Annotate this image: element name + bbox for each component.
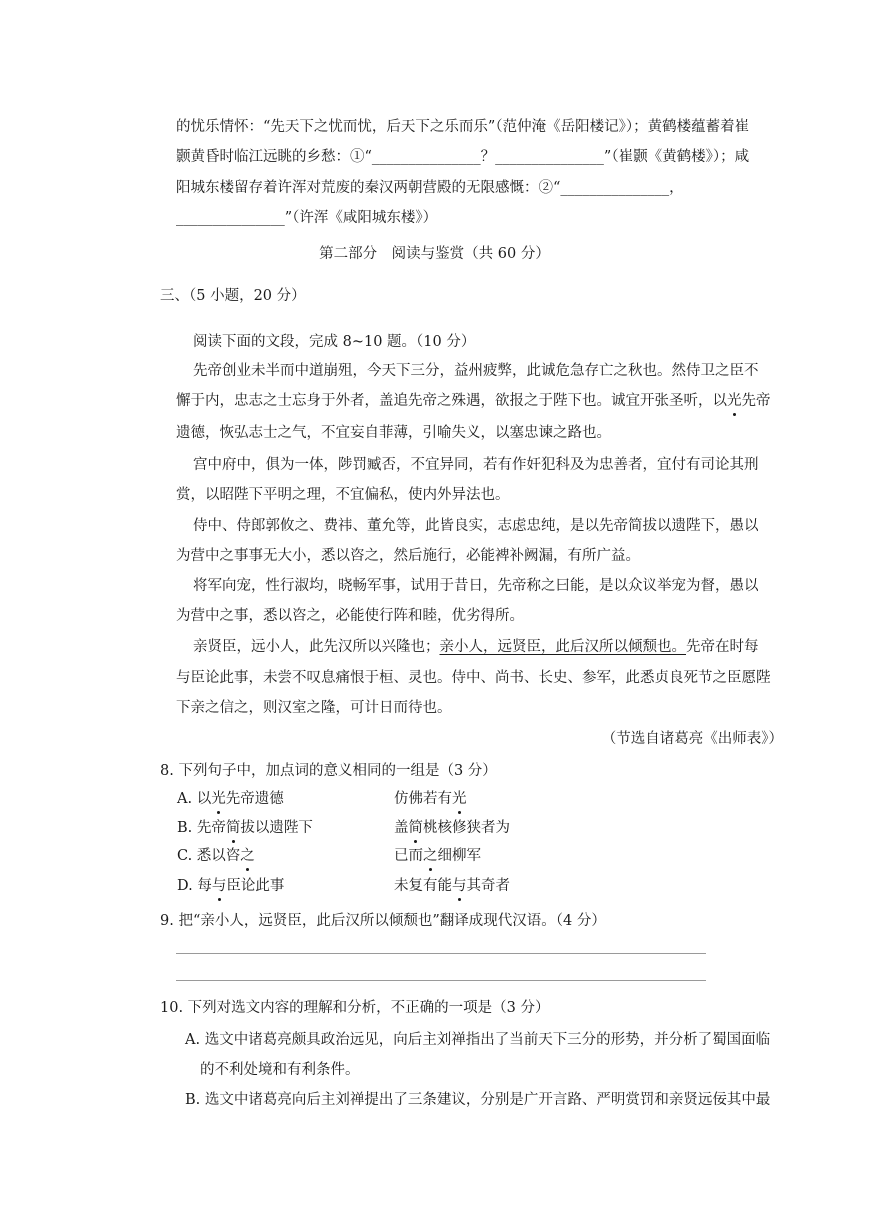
intro-line-1: 的忧乐情怀：“先天下之忧而忧，后天下之乐而乐”（范仲淹《岳阳楼记》）；黄鹤楼蕴蓄着崔 [176, 119, 750, 135]
passage-p5-line-2: 与臣论此事，未尝不叹息痛恨于桓、灵也。侍中、尚书、长史、参军，此悉贞良死节之臣愿陛 [176, 670, 771, 686]
passage-p1-line-1: 先帝创业未半而中道崩殂，今天下三分，益州疲弊，此诚危急存亡之秋也。然侍卫之臣不 [193, 363, 759, 379]
passage-p3-line-1: 侍中、侍郎郭攸之、费祎、董允等，此皆良实，志虑忠纯，是以先帝简拔以遗陛下，愚以 [193, 518, 759, 534]
answer-line-1 [176, 953, 706, 954]
q8-stem: 8. 下列句子中，加点词的意义相同的一组是（3 分） [160, 763, 497, 779]
passage-p3-line-2: 为营中之事事无大小，悉以咨之，然后施行，必能裨补阙漏，有所广益。 [176, 548, 640, 564]
passage-source: （节选自诸葛亮《出师表》） [601, 731, 783, 747]
passage-p2-line-2: 赏，以昭陛下平明之理，不宜偏私，使内外异法也。 [176, 487, 510, 503]
q8-option-d-left: D. 每与臣论此事 [177, 878, 285, 894]
q10-option-b-line-1: B. 选文中诸葛亮向后主刘禅提出了三条建议，分别是广开言路、严明赏罚和亲贤远佞其中最 [185, 1092, 771, 1108]
q9-stem: 9. 把“亲小人，远贤臣，此后汉所以倾颓也”翻译成现代汉语。（4 分） [160, 913, 606, 929]
q8-option-b-left: B. 先帝简拔以遗陛下 [177, 820, 313, 836]
passage-p1-line-2: 懈于内，忠志之士忘身于外者，盖追先帝之殊遇，欲报之于陛下也。诚宜开张圣听，以光先帝 [176, 393, 771, 409]
passage-p4-line-1: 将军向宠，性行淑均，晓畅军事，试用于昔日，先帝称之曰能，是以众议举宠为督，愚以 [193, 578, 759, 594]
passage-p5-line-1: 亲贤臣，远小人，此先汉所以兴隆也；亲小人，远贤臣，此后汉所以倾颓也。先帝在时每 [193, 639, 759, 655]
intro-line-2: 颢黄昏时临江远眺的乡愁：①“_______________？_______________”（崔颢《黄鹤楼》）；咸 [176, 149, 750, 165]
intro-line-4: _______________”（许浑《咸阳城东楼》） [176, 210, 438, 226]
q8-option-a-left: A. 以光先帝遗德 [177, 791, 284, 807]
q8-option-c-left: C. 悉以咨之 [177, 848, 255, 864]
q8-option-b-right: 盖简桃核修狭者为 [394, 820, 510, 836]
reading-instruction: 阅读下面的文段，完成 8~10 题。（10 分） [193, 334, 476, 350]
dotted-word: 光 [727, 393, 742, 409]
q8-option-a-right: 仿佛若有光 [394, 791, 467, 807]
q10-stem: 10. 下列对选文内容的理解和分析，不正确的一项是（3 分） [160, 1000, 550, 1016]
passage-p2-line-1: 宫中府中，俱为一体，陟罚臧否，不宜异同，若有作奸犯科及为忠善者，宜付有司论其刑 [193, 457, 759, 473]
underlined-sentence: 亲小人，远贤臣，此后汉所以倾颓也。 [439, 639, 686, 655]
q8-option-c-right: 已而之细柳军 [394, 848, 481, 864]
passage-p5-line-3: 下亲之信之，则汉室之隆，可计日而待也。 [176, 700, 452, 716]
passage-p1-line-3: 遗德，恢弘志士之气，不宜妄自菲薄，引喻失义，以塞忠谏之路也。 [176, 425, 611, 441]
passage-p4-line-2: 为营中之事，悉以咨之，必能使行阵和睦，优劣得所。 [176, 608, 524, 624]
q10-option-a-line-2: 的不利处境和有利条件。 [200, 1062, 360, 1078]
answer-line-2 [176, 980, 706, 981]
intro-line-3: 阳城东楼留存着许浑对荒废的秦汉两朝营殿的无限感慨：②“_______________， [176, 180, 684, 196]
q10-option-a-line-1: A. 选文中诸葛亮颇具政治远见，向后主刘禅指出了当前天下三分的形势，并分析了蜀国面临 [185, 1032, 771, 1048]
q8-option-d-right: 未复有能与其奇者 [394, 878, 510, 894]
part-title: 第二部分 阅读与鉴赏（共 60 分） [319, 246, 550, 262]
section-heading: 三、（5 小题，20 分） [160, 288, 306, 304]
